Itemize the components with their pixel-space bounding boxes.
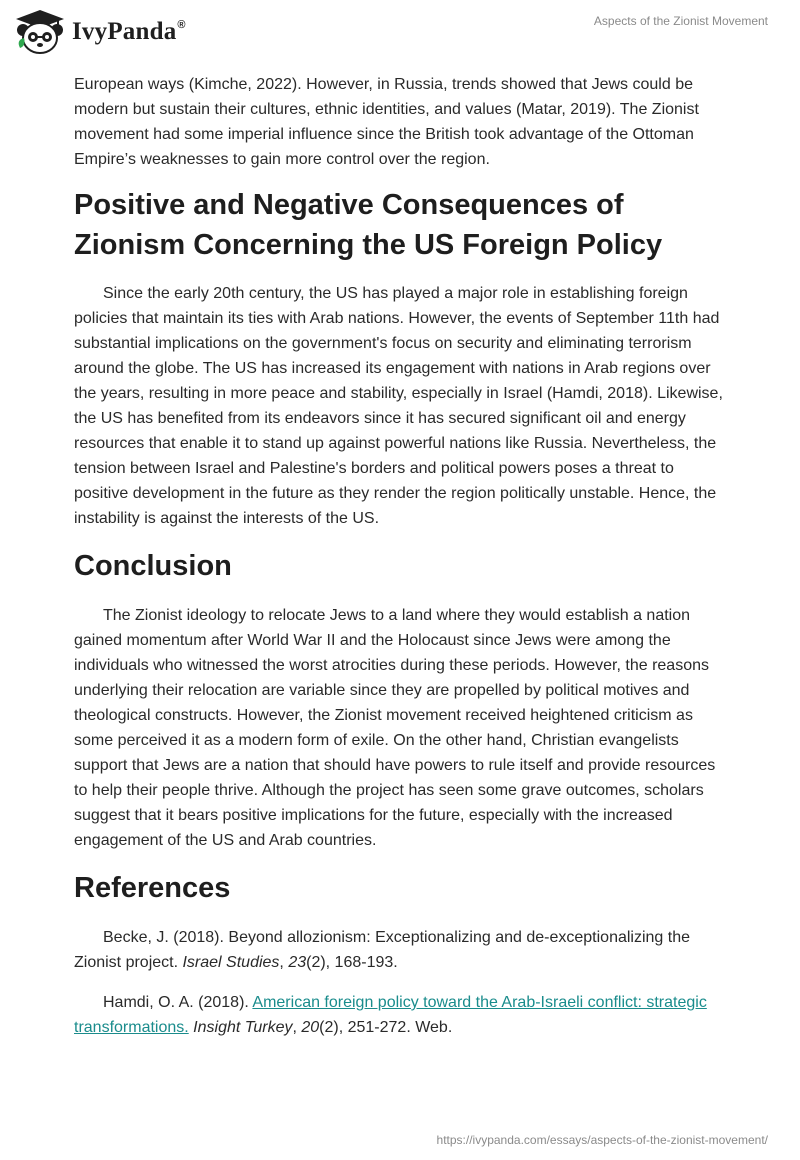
reference-hamdi-link[interactable]: American foreign policy toward the Arab-Israeli conflict: strategic transformations.: [74, 994, 707, 1036]
conclusion-paragraph: The Zionist ideology to relocate Jews to a land where they would establish a nation gained momentum after World War II and the Holocaust since Jews were among the individuals who witnessed the worst atrocities during these periods. However, the reasons underlying their relocation are variable since they are propelled by political motives and theological constructs. However, the Zionist movement received heightened criticism as some perceived it as a modern form of exile. On the other hand, Christian evangelists support that Jews are a nation that should have powers to rule itself and provide resources to help their people thrive. Although the project has seen some grave outcomes, scholars suggest that it bears positive implications for the future, especially with the increased engagement of the US and Arab countries.: [74, 607, 716, 849]
heading-references: References: [74, 872, 231, 904]
reference-hamdi-journal: Insight Turkey: [193, 1019, 293, 1036]
page-header: [0, 0, 800, 70]
reference-becke-pages: (2), 168-193.: [306, 954, 398, 971]
heading-conclusion: Conclusion: [74, 550, 232, 582]
reference-hamdi: [74, 990, 724, 1040]
footer-source-url: https://ivypanda.com/essays/aspects-of-the-zionist-movement/: [436, 1133, 768, 1147]
reference-becke-volume: 23: [288, 954, 307, 971]
reference-becke: [74, 925, 724, 975]
reference-becke-journal: Israel Studies: [182, 954, 280, 971]
reference-becke-sep: ,: [279, 954, 289, 971]
reference-hamdi-sep: ,: [292, 1019, 302, 1036]
reference-hamdi-pages: (2), 251-272. Web.: [319, 1019, 453, 1036]
reference-becke-text: Becke, J. (2018). Beyond allozionism: Exceptionalizing and de-exceptionalizing the Zionist project.: [74, 929, 691, 971]
logo-wordmark: [72, 18, 186, 46]
intro-paragraph: European ways (Kimche, 2022). However, in Russia, trends showed that Jews could be modern but sustain their cultures, ethnic identities, and values (Matar, 2019). The Zionist movement had some imperial influence since the British took advantage of the Ottoman Empire’s weaknesses to gain more control over the region.: [74, 76, 699, 168]
reference-hamdi-text: Hamdi, O. A. (2018).: [103, 994, 253, 1011]
logo-name: IvyPanda: [72, 18, 177, 45]
essay-body: [74, 72, 724, 1055]
consequences-paragraph: Since the early 20th century, the US has played a major role in establishing foreign policies that maintain its ties with Arab nations. However, the events of September 11th had substantial implications on the government's focus on security and eliminating terrorism around the globe. The US has increased its engagement with nations in Arab regions over the years, resulting in more peace and stability, especially in Israel (Hamdi, 2018). Likewise, the US has benefited from its endeavors since it has secured significant oil and energy resources that enable it to stand up against powerful nations like Russia. Nevertheless, the tension between Israel and Palestine's borders and political powers poses a threat to positive development in the future as they render the region politically unstable. Hence, the instability is against the interests of the US.: [74, 285, 723, 527]
registered-mark: ®: [177, 19, 186, 31]
heading-consequences: Positive and Negative Consequences of Zionism Concerning the US Foreign Policy: [74, 189, 663, 261]
reference-hamdi-volume: 20: [301, 1019, 320, 1036]
document-title: Aspects of the Zionist Movement: [593, 14, 768, 28]
panda-graduate-icon: [14, 8, 66, 56]
ivypanda-logo[interactable]: [14, 8, 186, 56]
